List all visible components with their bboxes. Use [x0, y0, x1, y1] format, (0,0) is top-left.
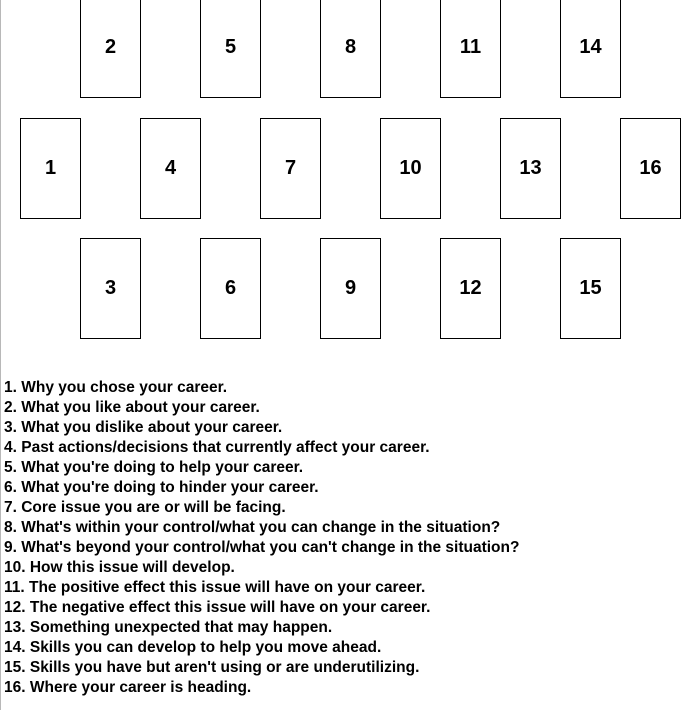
card-position-8: 8	[320, 0, 381, 98]
list-item: 3. What you dislike about your career.	[4, 419, 283, 436]
card-position-14: 14	[560, 0, 621, 98]
list-item: 11. The positive effect this issue will have on your career.	[4, 579, 426, 596]
card-position-10: 10	[380, 118, 441, 219]
card-position-11: 11	[440, 0, 501, 98]
position-meanings-list	[4, 378, 519, 698]
card-position-13: 13	[500, 118, 561, 219]
left-border-line	[0, 0, 1, 710]
list-item: 6. What you're doing to hinder your career.	[4, 479, 319, 496]
list-item: 1. Why you chose your career.	[4, 379, 228, 396]
list-item: 7. Core issue you are or will be facing.	[4, 499, 286, 516]
list-item: 16. Where your career is heading.	[4, 679, 252, 696]
list-item: 2. What you like about your career.	[4, 399, 260, 416]
card-position-2: 2	[80, 0, 141, 98]
list-item: 13. Something unexpected that may happen.	[4, 619, 333, 636]
card-position-7: 7	[260, 118, 321, 219]
card-position-1: 1	[20, 118, 81, 219]
card-position-16: 16	[620, 118, 681, 219]
card-position-9: 9	[320, 238, 381, 339]
list-item: 10. How this issue will develop.	[4, 559, 235, 576]
card-position-3: 3	[80, 238, 141, 339]
card-position-12: 12	[440, 238, 501, 339]
list-item: 9. What's beyond your control/what you can't change in the situation?	[4, 539, 520, 556]
card-position-5: 5	[200, 0, 261, 98]
card-position-4: 4	[140, 118, 201, 219]
list-item: 5. What you're doing to help your career.	[4, 459, 304, 476]
card-position-6: 6	[200, 238, 261, 339]
list-item: 14. Skills you can develop to help you move ahead.	[4, 639, 382, 656]
list-item: 4. Past actions/decisions that currently affect your career.	[4, 439, 430, 456]
card-position-15: 15	[560, 238, 621, 339]
list-item: 8. What's within your control/what you can change in the situation?	[4, 519, 501, 536]
list-item: 12. The negative effect this issue will have on your career.	[4, 599, 431, 616]
list-item: 15. Skills you have but aren't using or are underutilizing.	[4, 659, 420, 676]
